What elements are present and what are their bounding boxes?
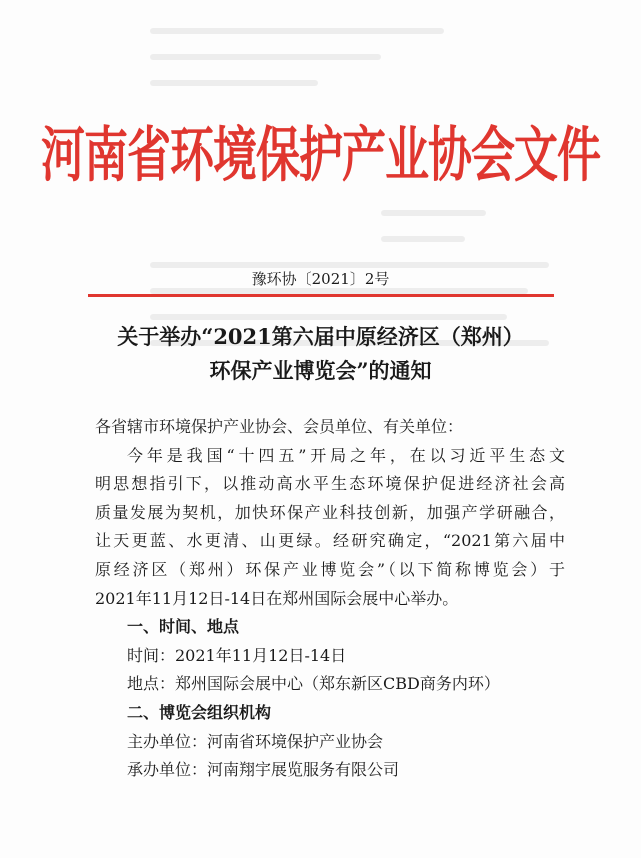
- paragraph-line: 原经济区（郑州）环保产业博览会”（以下简称博览会）于: [95, 559, 565, 579]
- section-heading-organization: 二、博览会组织机构: [127, 702, 272, 722]
- salutation: 各省辖市环境保护产业协会、会员单位、有关单位：: [95, 417, 464, 436]
- paragraph-line: 明思想指引下，以推动高水平生态环境保护促进经济社会高: [95, 474, 565, 494]
- notice-title-line-2: 环保产业博览会”的通知: [209, 358, 432, 383]
- document-number: 豫环协〔2021〕2号: [251, 270, 390, 288]
- event-place: 地点：郑州国际会展中心（郑东新区CBD商务内环）: [127, 674, 500, 694]
- paragraph-line: 让天更蓝、水更清、山更绿。经研究确定，“2021第六届中: [95, 531, 565, 551]
- notice-body: [95, 413, 565, 785]
- section-heading-time-place: 一、时间、地点: [127, 617, 240, 637]
- red-divider-line: [88, 294, 554, 297]
- notice-title: [60, 320, 581, 388]
- event-time: 时间：2021年11月12日-14日: [127, 645, 347, 665]
- paragraph-line: 质量发展为契机，加快环保产业科技创新，加强产学研融合，: [95, 502, 565, 522]
- org-document-header: 河南省环境保护产业协会文件: [41, 121, 600, 191]
- organizer-unit: 承办单位：河南翔宇展览服务有限公司: [127, 760, 400, 780]
- paragraph-line: 今年是我国“十四五”开局之年，在以习近平生态文: [127, 445, 565, 465]
- host-unit: 主办单位：河南省环境保护产业协会: [127, 731, 384, 751]
- notice-title-line-1: 关于举办“2021第六届中原经济区（郑州）: [117, 324, 524, 349]
- paragraph-line: 2021年11月12日-14日在郑州国际会展中心举办。: [95, 588, 459, 608]
